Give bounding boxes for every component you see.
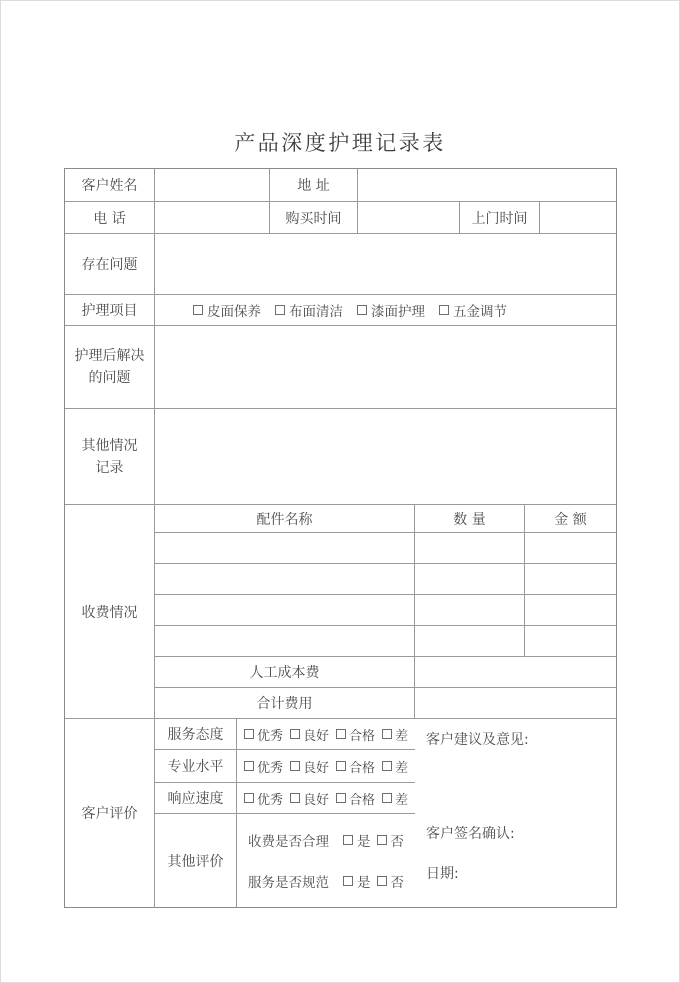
rating-option-label: 差 bbox=[395, 792, 409, 808]
suggestion-label: 客户建议及意见: bbox=[426, 732, 529, 748]
solved-problems-field[interactable] bbox=[155, 326, 616, 408]
service-attitude-poor-checkbox[interactable] bbox=[382, 729, 392, 739]
care-item-label: 五金调节 bbox=[453, 304, 507, 320]
rating-option-label: 差 bbox=[395, 728, 409, 744]
professional-level-excellent-checkbox[interactable] bbox=[244, 761, 254, 771]
service-standard-line bbox=[248, 871, 404, 891]
care-item-label: 布面清洁 bbox=[289, 304, 343, 320]
evaluation-label: 客户评价 bbox=[65, 719, 155, 907]
row-phone-times bbox=[65, 202, 616, 234]
evaluation-rating-subtable bbox=[155, 719, 415, 907]
purchase-time-label: 购买时间 bbox=[270, 202, 358, 233]
charges-header-row bbox=[155, 505, 616, 533]
quantity-cell[interactable] bbox=[415, 564, 525, 594]
other-records-field[interactable] bbox=[155, 409, 616, 504]
other-evaluation-row bbox=[155, 814, 415, 907]
rating-option-label: 良好 bbox=[302, 792, 329, 808]
charges-subtable bbox=[155, 505, 616, 718]
response-speed-good-checkbox[interactable] bbox=[290, 793, 300, 803]
care-items-label: 护理项目 bbox=[65, 295, 155, 325]
service-standard-no-checkbox[interactable] bbox=[377, 876, 387, 886]
amount-cell[interactable] bbox=[525, 564, 616, 594]
professional-level-poor-checkbox[interactable] bbox=[382, 761, 392, 771]
other-records-label-line1: 其他情况 bbox=[81, 437, 138, 454]
visit-time-label: 上门时间 bbox=[460, 202, 540, 233]
charges-item-row bbox=[155, 626, 616, 657]
amount-cell[interactable] bbox=[525, 595, 616, 625]
quantity-header: 数 量 bbox=[415, 505, 525, 532]
yes-option-label: 是 bbox=[357, 834, 371, 851]
care-item-fabric-checkbox[interactable] bbox=[275, 305, 285, 315]
total-cost-label: 合计费用 bbox=[155, 688, 415, 718]
charges-label: 收费情况 bbox=[65, 505, 155, 718]
fee-reasonable-yes-checkbox[interactable] bbox=[343, 835, 353, 845]
row-solved-problems bbox=[65, 326, 616, 409]
solved-problems-label bbox=[65, 326, 155, 408]
quantity-cell[interactable] bbox=[415, 626, 525, 656]
form-title: 产品深度护理记录表 bbox=[234, 131, 446, 155]
existing-problems-label: 存在问题 bbox=[65, 234, 155, 294]
labor-cost-row bbox=[155, 657, 616, 688]
labor-cost-label: 人工成本费 bbox=[155, 657, 415, 687]
service-attitude-options bbox=[237, 719, 415, 749]
care-item-option bbox=[275, 300, 343, 320]
existing-problems-field[interactable] bbox=[155, 234, 616, 294]
no-option-label: 否 bbox=[390, 834, 404, 851]
row-care-items bbox=[65, 295, 616, 326]
care-item-option bbox=[439, 300, 507, 320]
service-attitude-label: 服务态度 bbox=[155, 719, 237, 749]
professional-level-options bbox=[237, 750, 415, 782]
phone-label: 电 话 bbox=[65, 202, 155, 233]
no-option-label: 否 bbox=[390, 874, 404, 891]
quantity-cell[interactable] bbox=[415, 533, 525, 563]
labor-cost-value-cell[interactable] bbox=[415, 657, 616, 687]
fee-reasonable-no-checkbox[interactable] bbox=[377, 835, 387, 845]
date-label: 日期: bbox=[426, 866, 459, 882]
accessory-name-cell[interactable] bbox=[155, 564, 415, 594]
amount-header: 金 额 bbox=[554, 511, 587, 528]
rating-option-label: 合格 bbox=[349, 728, 376, 744]
response-speed-options bbox=[237, 783, 415, 813]
care-item-label: 漆面护理 bbox=[371, 304, 425, 320]
other-records-label-line2: 记录 bbox=[95, 459, 124, 476]
care-item-paint-checkbox[interactable] bbox=[357, 305, 367, 315]
solved-problems-label-line1: 护理后解决 bbox=[74, 348, 145, 364]
row-customer-address bbox=[65, 169, 616, 202]
signature-label: 客户签名确认: bbox=[426, 826, 515, 842]
charges-item-row bbox=[155, 533, 616, 564]
care-item-label: 皮面保养 bbox=[207, 304, 261, 320]
rating-option-label: 优秀 bbox=[256, 760, 283, 776]
row-evaluation bbox=[65, 719, 616, 907]
rating-option-label: 优秀 bbox=[256, 792, 283, 808]
care-record-form bbox=[64, 168, 617, 908]
other-records-label bbox=[65, 409, 155, 504]
professional-level-pass-checkbox[interactable] bbox=[336, 761, 346, 771]
row-existing-problems bbox=[65, 234, 616, 295]
rating-row-response-speed bbox=[155, 783, 415, 814]
professional-level-label: 专业水平 bbox=[155, 750, 237, 782]
amount-cell[interactable] bbox=[525, 533, 616, 563]
rating-option-label: 差 bbox=[395, 760, 409, 776]
solved-problems-label-line2: 的问题 bbox=[88, 370, 131, 386]
phone-field[interactable] bbox=[155, 202, 270, 233]
row-charges bbox=[65, 505, 616, 719]
accessory-name-cell[interactable] bbox=[155, 533, 415, 563]
professional-level-good-checkbox[interactable] bbox=[290, 761, 300, 771]
accessory-name-header: 配件名称 bbox=[155, 505, 415, 532]
yes-option-label: 是 bbox=[357, 874, 371, 891]
care-item-leather-checkbox[interactable] bbox=[193, 305, 203, 315]
amount-cell[interactable] bbox=[525, 626, 616, 656]
response-speed-pass-checkbox[interactable] bbox=[336, 793, 346, 803]
customer-name-label: 客户姓名 bbox=[65, 169, 155, 201]
service-attitude-pass-checkbox[interactable] bbox=[336, 729, 346, 739]
charges-item-row bbox=[155, 595, 616, 626]
other-evaluation-items bbox=[237, 814, 415, 907]
response-speed-label: 响应速度 bbox=[155, 783, 237, 813]
rating-row-service-attitude bbox=[155, 719, 415, 750]
purchase-time-field[interactable] bbox=[358, 202, 460, 233]
service-attitude-good-checkbox[interactable] bbox=[290, 729, 300, 739]
care-item-hardware-checkbox[interactable] bbox=[439, 305, 449, 315]
service-attitude-excellent-checkbox[interactable] bbox=[244, 729, 254, 739]
rating-option-label: 优秀 bbox=[256, 728, 283, 744]
accessory-name-cell[interactable] bbox=[155, 626, 415, 656]
care-items-options bbox=[155, 295, 616, 325]
care-item-option bbox=[193, 300, 261, 320]
service-standard-yes-checkbox[interactable] bbox=[343, 876, 353, 886]
rating-option-label: 合格 bbox=[349, 760, 376, 776]
other-evaluation-label: 其他评价 bbox=[155, 814, 237, 907]
response-speed-excellent-checkbox[interactable] bbox=[244, 793, 254, 803]
rating-option-label: 良好 bbox=[302, 728, 329, 744]
service-standard-label: 服务是否规范 bbox=[248, 874, 329, 891]
charges-item-row bbox=[155, 564, 616, 595]
fee-reasonable-label: 收费是否合理 bbox=[248, 834, 329, 851]
total-cost-value-cell[interactable] bbox=[415, 688, 616, 718]
accessory-name-cell[interactable] bbox=[155, 595, 415, 625]
visit-time-field[interactable] bbox=[540, 202, 616, 233]
total-cost-row bbox=[155, 688, 616, 718]
address-field[interactable] bbox=[358, 169, 616, 201]
address-label: 地 址 bbox=[270, 169, 358, 201]
rating-option-label: 良好 bbox=[302, 760, 329, 776]
rating-option-label: 合格 bbox=[349, 792, 376, 808]
customer-remarks-cell[interactable] bbox=[415, 719, 616, 907]
quantity-cell[interactable] bbox=[415, 595, 525, 625]
response-speed-poor-checkbox[interactable] bbox=[382, 793, 392, 803]
rating-row-professional-level bbox=[155, 750, 415, 783]
customer-name-field[interactable] bbox=[155, 169, 270, 201]
row-other-records bbox=[65, 409, 616, 505]
fee-reasonable-line bbox=[248, 830, 404, 850]
care-item-option bbox=[357, 300, 425, 320]
